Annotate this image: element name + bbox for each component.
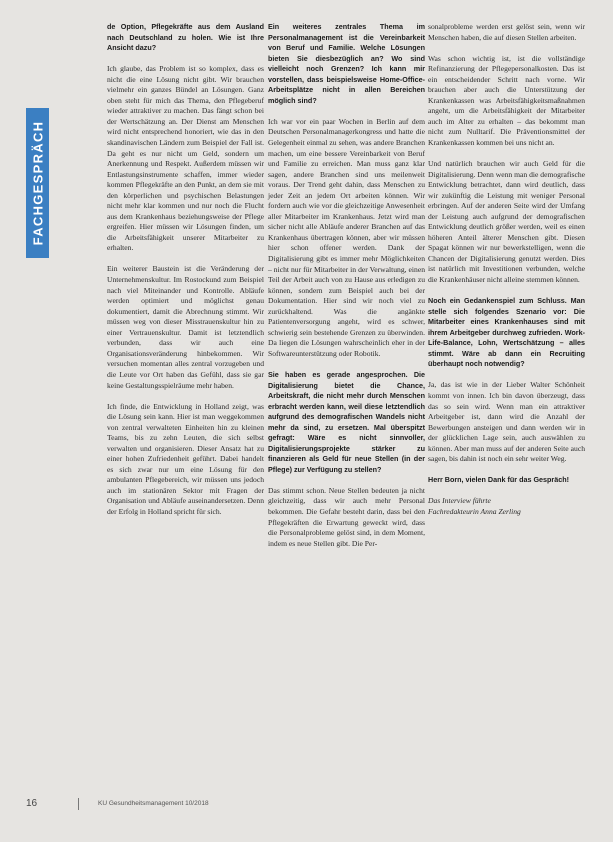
- interview-question: de Option, Pflegekräfte aus dem Ausland nach Deutschland zu holen. Wie ist Ihre Ansicht dazu?: [107, 22, 264, 53]
- text-column-1: [107, 22, 264, 528]
- section-tab: [26, 108, 49, 258]
- text-column-2: [268, 22, 425, 560]
- closing-thanks: Herr Born, vielen Dank für das Gespräch!: [428, 475, 569, 485]
- footer-divider: [78, 798, 79, 810]
- section-tab-label: FACHGESPRÄCH: [30, 120, 45, 246]
- credit-line-1: Das Interview führte: [428, 496, 491, 506]
- page-footer: [26, 798, 586, 812]
- interview-answer: Was schon wichtig ist, ist die vollständige Refinanzierung der Pflegepersonalkosten. Das ist ein entscheidender Schritt nach vorne. Wir brauchen aber auch die Unterstützung der Krankenkassen was Arbeitsfähigkeitsmaßnahmen angeht, um die Arbeitsfähigkeit der Mitarbeiter auch im Alter zu erhalten – das bekommt man nicht zum Nulltarif. Die Präventionsmittel der Krankenkassen kommen bei uns nicht an.: [428, 53, 585, 147]
- interview-question: Noch ein Gedankenspiel zum Schluss. Man stelle sich folgendes Szenario vor: Die Mitarbeiter eines Krankenhauses sind mit ihrem Arbeitgeber durchweg zufrieden. Work-Life-Balance, Lohn, Wertschätzung – alles stimmt. Wäre ab dann ein Recruiting überhaupt noch notwendig?: [428, 296, 585, 369]
- page-number: 16: [26, 798, 38, 809]
- magazine-name: KU Gesundheitsmanagement 10/2018: [98, 800, 209, 807]
- interview-answer: Ja, das ist wie in der Lieber Walter Schönheit kommt von innen. Ich bin davon überzeugt, dass das so sein wird. Wenn man ein attraktiver Arbeitgeber ist, dann wird die Anzahl der Bewerbungen ansteigen und dann werden wir in der glücklichen Lage sein, auch auswählen zu können. Aber man muss auf der anderen Seite auch sagen, bis dahin ist noch ein sehr weiter Weg.: [428, 380, 585, 464]
- interview-answer: Ich finde, die Entwicklung in Holland zeigt, was die Lösung sein kann. Hier ist man weggekommen von zentral verwalteten Einheiten hin zu kleinen Teams, bis zu zehn Leuten, die sich selbst verwalten und organisieren. Dieser Ansatz hat zu einer hohen Zufriedenheit geführt. Dabei handelt es sich zwar nur um eine Lösung für den ambulanten Pflegebereich, wir müssen uns jedoch auch im stationären Sektor mit Fragen der Organisation und Abläufe auseinandersetzen. Denn der Erfolg in Holland spricht für sich.: [107, 401, 264, 517]
- interview-question: Sie haben es gerade angesprochen. Die Digitalisierung bietet die Chance, Arbeitskraft, die nicht mehr durch Menschen erbracht werden kann, weil diese letztendlich aufgrund des demografischen Wandels nicht mehr da sind, zu ersetzen. Mal überspitzt gefragt: Wäre es nicht sinnvoller, Digitalisierungsprojekte stärker zu finanzieren als Geld für neue Stellen (in der Pflege) zur Verfügung zu stellen?: [268, 369, 425, 474]
- text-column-3: [428, 22, 585, 528]
- interview-question: Ein weiteres zentrales Thema im Personalmanagement ist die Vereinbarkeit von Beruf und Familie. Welche Lösungen bieten Sie diesbezüglich an? Wo sind vielleicht noch Grenzen? Ich kann mir vorstellen, dass beispielsweise Home-Office-Arbeitsplätze nicht in allen Bereichen möglich sind?: [268, 22, 425, 105]
- interview-answer: Ich war vor ein paar Wochen in Berlin auf dem Deutschen Personalmanagerkongress und hatte die Gelegenheit einmal zu sehen, was andere Branchen machen, um eine bessere Vereinbarkeit von Beruf und Familie zu erreichen. Man muss ganz klar sagen, andere Branchen sind uns meilenweit voraus. Der Trend geht dahin, dass Menschen zu jeder Zeit an jedem Ort arbeiten können. Wir fordern auch wie vor die gleichzeitige Anwesenheit aller Mitarbeiter im Krankenhaus. Jetzt wird man sicher nicht alle Abläufe anderer Branchen auf das Krankenhaus übertragen können, aber wir müssen hier schon offener werden. Dank der Digitalisierung gibt es immer mehr Möglichkeiten – nicht nur für Mitarbeiter in der Verwaltung, einen Teil der Arbeit auch von zu Hause aus erledigen zu können, sondern zum Beispiel auch bei der Dokumentation. Hier sind wir noch viel zu zurückhaltend. Was die angänkte Patientenversorgung angeht, wird es schwer, schwierig sein bestehende Grenzen zu überwinden. Da liegen die Lösungen wahrscheinlich eher in der Softwareunterstützung oder Robotik.: [268, 116, 425, 358]
- credit-line-2: Fachredakteurin Anna Zerling: [428, 506, 521, 516]
- interview-answer: Ich glaube, das Problem ist so komplex, dass es nicht die eine Lösung nicht gibt. Wir brauchen vielmehr ein ganzes Bündel an Lösungen. Ganz oben steht für mich das Thema, den Pflegeberuf wieder attraktiver zu machen. Das fängt schon bei der Wertschätzung an. Der Dienst am Menschen wird nicht entsprechend honoriert, wie das in den skandinavischen Ländern zum Beispiel der Fall ist. Da geht es nur nicht um Geld, sondern um Anerkennung und Respekt. Außerdem müssen wir Entlastungsinstrumente schaffen, immer wieder kommen Pflegekräfte an den Punkt, an dem sie mit den körperlichen und psychischen Belastungen nicht mehr klar kommen und nur noch die Flucht aus dem Krankenhaus beziehungsweise der Pflege ergreifen. Hier müssen wir Lösungen finden, um die Arbeitsfähigkeit unserer Mitarbeiter zu erhalten.: [107, 64, 264, 253]
- interview-answer: sonalprobleme werden erst gelöst sein, wenn wir Menschen haben, die auf diesen Stellen arbeiten.: [428, 22, 585, 42]
- interview-answer: Ein weiterer Baustein ist die Veränderung der Unternehmenskultur. Im Rostockund zum Beispiel nach viel Miteinander und Kontrolle. Abläufe werden optimiert und möglichst genau dokumentiert, damit die Abrechnung stimmt. Wir müssen weg von dieser Misstrauenskultur hin zu einer Vertrauenskultur. Damit ist letztendlich verbunden, dass wir auch eine Organisationsveränderung hinbekommen. Wir versuchen momentan alles zentral vorzugeben und die Leute vor Ort haben das Gefühl, dass sie gar keine Gestaltungsspielräume mehr haben.: [107, 264, 264, 390]
- interview-credit: [428, 496, 585, 517]
- interview-answer: Und natürlich brauchen wir auch Geld für die Digitalisierung. Denn wenn man die demografische Entwicklung betrachtet, dann wird deutlich, dass wir zukünftig die Leistung mit weniger Personal erbringen. Auf der anderen Seite wird der Umfang der Leistung auch aufgrund der demografischen Entwicklung deutlich größer werden, weil es einen höheren Anteil älterer Menschen gibt. Diesen Spagat können wir nur bewerkstelligen, wenn die Chancen der Digitalisierung genutzt werden. Dies ist natürlich mit Investitionen verbunden, welche die Krankenhäuser nicht alleine stemmen können.: [428, 159, 585, 285]
- interview-answer: Das stimmt schon. Neue Stellen bedeuten ja nicht gleichzeitig, dass wir auch mehr Personal bekommen. Die Gefahr besteht darin, dass bei den Pflegekräften die Erwartung geweckt wird, dass die Personalprobleme gelöst sind, in dem Moment, indem es neue Stellen gibt. Die Per-: [268, 485, 425, 548]
